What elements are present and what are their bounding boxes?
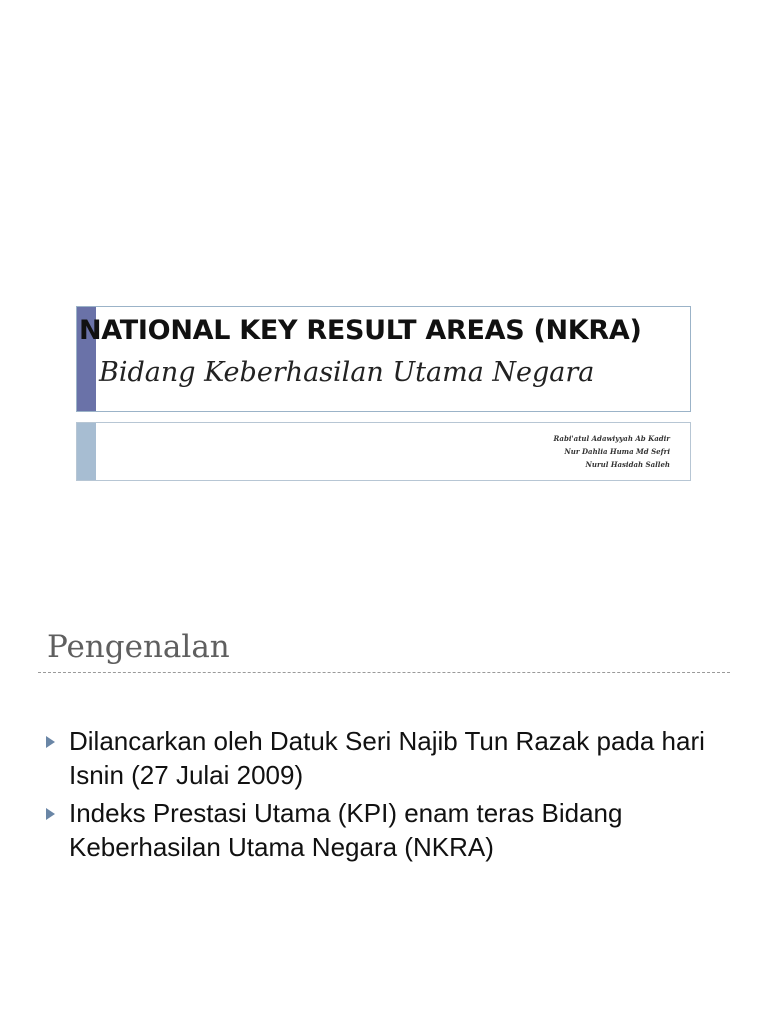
content-slide bbox=[0, 560, 768, 1024]
section-heading: Pengenalan bbox=[47, 629, 230, 665]
author-name: Nur Dahlia Huma Md Sefri bbox=[564, 447, 670, 456]
list-item bbox=[46, 796, 726, 864]
bullet-list bbox=[46, 724, 726, 868]
bullet-text: Indeks Prestasi Utama (KPI) enam teras Bidang Keberhasilan Utama Negara (NKRA) bbox=[69, 798, 623, 862]
heading-divider bbox=[38, 672, 730, 673]
author-name: Nurul Hasidah Salleh bbox=[585, 460, 670, 469]
list-item bbox=[46, 724, 726, 792]
triangle-right-icon bbox=[46, 808, 55, 820]
triangle-right-icon bbox=[46, 736, 55, 748]
author-name: Rabi'atul Adawiyyah Ab Kadir bbox=[553, 434, 670, 443]
author-box bbox=[76, 422, 691, 481]
bullet-text: Dilancarkan oleh Datuk Seri Najib Tun Razak pada hari Isnin (27 Julai 2009) bbox=[69, 726, 705, 790]
author-list bbox=[553, 432, 670, 471]
author-accent-bar bbox=[77, 423, 96, 480]
slide-subtitle: Bidang Keberhasilan Utama Negara bbox=[99, 357, 595, 388]
title-box bbox=[76, 306, 691, 412]
slide-title: NATIONAL KEY RESULT AREAS (NKRA) bbox=[79, 315, 642, 346]
